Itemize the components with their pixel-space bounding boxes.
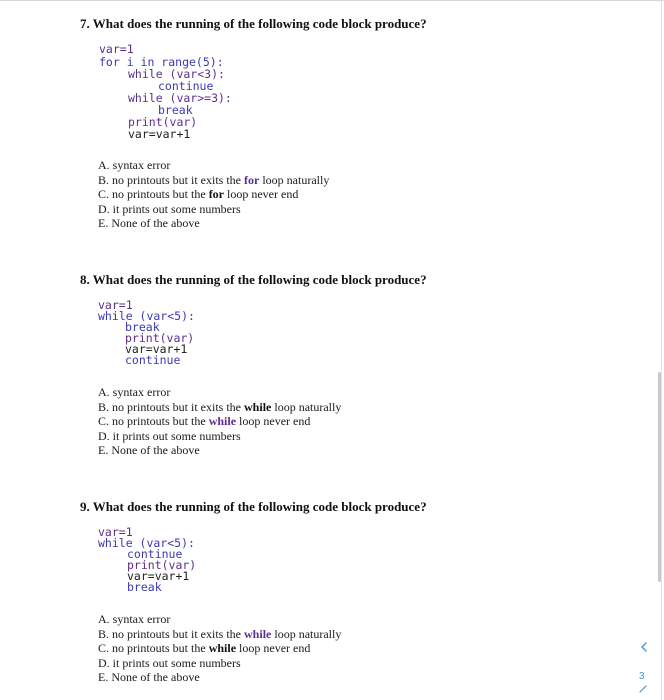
option-e[interactable]: E. None of the above	[98, 670, 200, 684]
code-line: var=1	[98, 525, 133, 539]
code-line: continue	[127, 547, 183, 561]
code-line: var=1	[99, 42, 134, 56]
code-line: var=var+1	[125, 342, 188, 356]
option-b[interactable]: B. no printouts but it exits the for loop naturally	[98, 172, 330, 187]
question-title: 7. What does the running of the following code block produce?	[80, 16, 427, 31]
code-line: break	[127, 580, 162, 594]
code-line: while (var<5):	[98, 309, 195, 323]
code-line: break	[158, 103, 193, 117]
answer-options	[98, 158, 329, 231]
question-title: 9. What does the running of the following code block produce?	[80, 499, 427, 514]
option-a[interactable]: A. syntax error	[98, 158, 171, 172]
right-border	[661, 0, 662, 700]
code-line: continue	[158, 79, 214, 93]
option-d[interactable]: D. it prints out some numbers	[98, 655, 241, 670]
code-line: while (var<5):	[98, 536, 195, 550]
option-a[interactable]: A. syntax error	[98, 385, 171, 399]
top-border	[0, 0, 664, 1]
code-line: print(var)	[128, 115, 198, 129]
checkmark-icon	[638, 684, 648, 694]
option-e[interactable]: E. None of the above	[98, 443, 200, 457]
option-c[interactable]: C. no printouts but the for loop never end	[98, 187, 299, 201]
option-b[interactable]: B. no printouts but it exits the while loop naturally	[98, 626, 342, 641]
option-b[interactable]: B. no printouts but it exits the while loop naturally	[98, 399, 342, 414]
code-line: break	[125, 320, 160, 334]
option-e[interactable]: E. None of the above	[98, 216, 200, 230]
answer-options	[98, 385, 341, 458]
option-d[interactable]: D. it prints out some numbers	[98, 201, 241, 216]
code-line: while (var>=3):	[128, 91, 232, 105]
option-a[interactable]: A. syntax error	[98, 612, 171, 626]
option-c[interactable]: C. no printouts but the while loop never end	[98, 641, 311, 655]
code-line: print(var)	[127, 558, 197, 572]
scrollbar-thumb[interactable]	[658, 372, 661, 582]
code-line: for i in range(5):	[99, 55, 224, 69]
code-line: var=var+1	[128, 127, 191, 141]
answer-options	[98, 612, 341, 685]
code-line: var=1	[98, 298, 133, 312]
question-title: 8. What does the running of the following code block produce?	[80, 272, 427, 287]
option-d[interactable]: D. it prints out some numbers	[98, 428, 241, 443]
chevron-left-icon[interactable]	[638, 641, 650, 653]
page-indicator: 3	[639, 671, 645, 682]
code-line: var=var+1	[127, 569, 190, 583]
code-line: continue	[125, 353, 181, 367]
option-c[interactable]: C. no printouts but the while loop never end	[98, 414, 311, 428]
code-line: while (var<3):	[128, 67, 225, 81]
code-line: print(var)	[125, 331, 195, 345]
